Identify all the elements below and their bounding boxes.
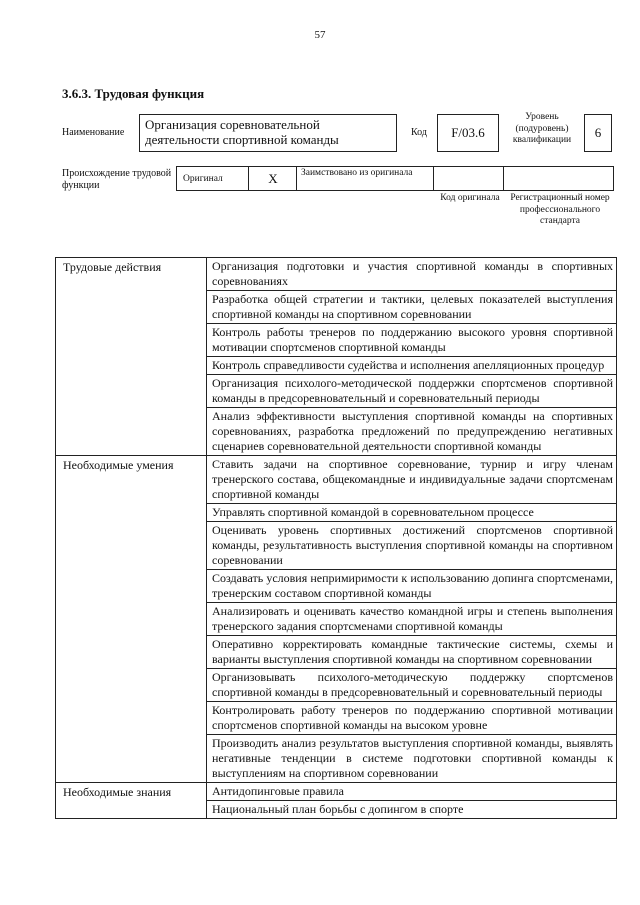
section-item: Анализ эффективности выступления спортивной команды на спортивных соревнованиях, разработка предложений по предупреждению негативных сценариев соревновательной деятельности спортивной команды xyxy=(207,408,617,456)
section-item: Производить анализ результатов выступления спортивной команды, выявлять негативные тенденции в системе подготовки спортивной команды к выступлениям на спортивном соревновании xyxy=(207,735,617,783)
borrowed-cell xyxy=(297,167,434,190)
function-table xyxy=(55,257,617,819)
reg-number-cell xyxy=(504,167,613,190)
qualification-level: 6 xyxy=(584,114,612,152)
section-item: Антидопинговые правила xyxy=(207,783,617,801)
section-item: Организация подготовки и участия спортивной команды в спортивных соревнованиях xyxy=(207,258,617,291)
original-mark: X xyxy=(268,171,278,186)
origin-grid xyxy=(176,166,614,191)
original-mark-cell xyxy=(249,167,297,190)
code-original-cell xyxy=(434,167,504,190)
section-item: Ставить задачи на спортивное соревнование, турнир и игру членам тренерского состава, общекомандные и индивидуальные задачи спортсменам спортивной команды xyxy=(207,456,617,504)
section-heading: Необходимые знания xyxy=(56,783,207,819)
section-item: Организовывать психолого-методическую поддержку спортсменов спортивной команды в предсоревновательный и соревновательный периоды xyxy=(207,669,617,702)
section-item: Разработка общей стратегии и тактики, целевых показателей выступления спортивной команды на спортивном соревновании xyxy=(207,291,617,324)
section-title: 3.6.3. Трудовая функция xyxy=(62,86,205,101)
section-heading: Необходимые умения xyxy=(56,456,207,783)
section-item: Контроль справедливости судейства и исполнения апелляционных процедур xyxy=(207,357,617,375)
function-name: Организация соревновательной деятельности спортивной команды xyxy=(139,114,397,152)
section-item: Организация психолого-методической поддержки спортсменов спортивной команды в предсоревновательный и соревновательный периоды xyxy=(207,375,617,408)
table-row xyxy=(56,258,617,291)
page-number: 57 xyxy=(314,29,326,41)
table-row xyxy=(56,783,617,801)
table-row xyxy=(56,456,617,504)
section-item: Оперативно корректировать командные тактические системы, схемы и варианты выступления спортивной команды на спортивном соревновании xyxy=(207,636,617,669)
origin-label: Происхождение трудовой функции xyxy=(62,168,172,191)
original-cell xyxy=(177,167,249,190)
name-label: Наименование xyxy=(62,127,125,138)
section-item: Контролировать работу тренеров по поддержанию спортивной мотивации спортсменов спортивной команды на высоком уровне xyxy=(207,702,617,735)
section-item: Управлять спортивной командой в соревновательном процессе xyxy=(207,504,617,522)
reg-number-label: Регистрационный номер профессионального стандарта xyxy=(510,193,610,226)
level-label: Уровень (подуровень) квалификации xyxy=(512,112,572,145)
function-code: F/03.6 xyxy=(437,114,499,152)
borrowed-label: Заимствовано из оригинала xyxy=(301,168,413,178)
code-label: Код xyxy=(411,127,427,138)
section-item: Анализировать и оценивать качество командной игры и степень выполнения тренерского задания спортсменами спортивной команды xyxy=(207,603,617,636)
code-original-label: Код оригинала xyxy=(440,193,500,203)
section-item: Контроль работы тренеров по поддержанию высокого уровня спортивной мотивации спортсменов спортивной команды xyxy=(207,324,617,357)
section-item: Создавать условия непримиримости к использованию допинга спортсменами, тренерским составом спортивной команды xyxy=(207,570,617,603)
section-item: Национальный план борьбы с допингом в спорте xyxy=(207,801,617,819)
section-item: Оценивать уровень спортивных достижений спортсменов спортивной команды, результативность выступления спортивной команды на спортивном соревновании xyxy=(207,522,617,570)
original-label: Оригинал xyxy=(183,174,223,184)
section-heading: Трудовые действия xyxy=(56,258,207,456)
